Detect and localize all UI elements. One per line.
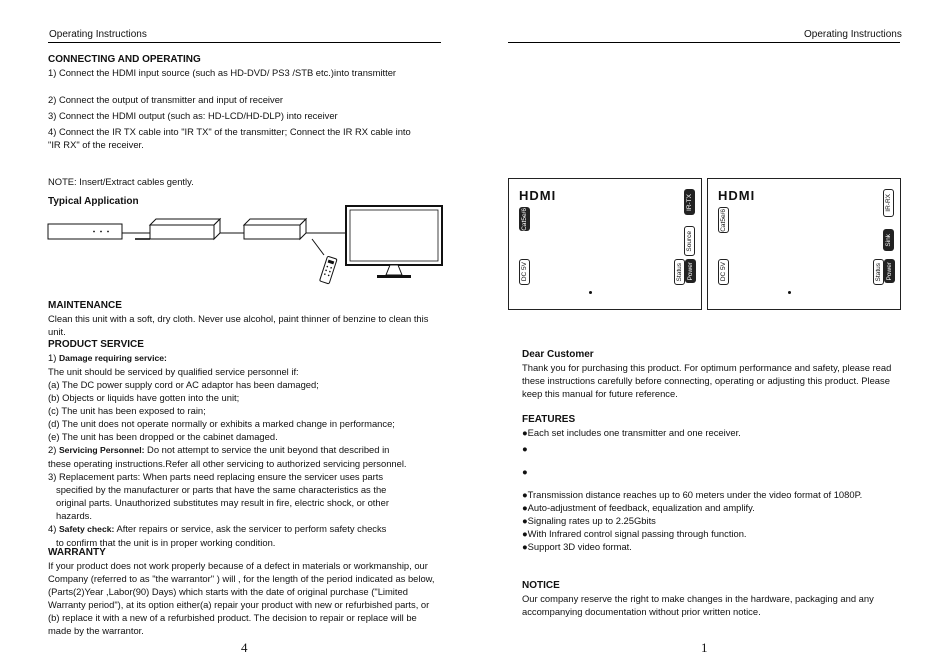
right-header: Operating Instructions: [804, 29, 902, 40]
dc-port-label: DC 5V: [519, 259, 530, 285]
service-item-2-title: Servicing Personnel:: [58, 445, 145, 455]
dear-customer-line: these instructions carefully before connecting, operating or adjusting this product. Please: [522, 375, 890, 386]
feature-item: ●Transmission distance reaches up to 60 meters under the video format of 1080P.: [522, 489, 863, 500]
notice-line: accompanying documentation without prior written notice.: [522, 606, 761, 617]
step-1: 1) Connect the HDMI input source (such as HD-DVD/ PS3 /STB etc.)into transmitter: [48, 67, 397, 78]
ir-tx-port-label: IR-TX: [684, 189, 695, 215]
service-item-4-cont: to confirm that the unit is in proper working condition.: [56, 537, 276, 548]
cat-port-label: Cat5e/6: [720, 208, 727, 232]
remote-control-icon: [320, 256, 338, 284]
feature-item: ●With Infrared control signal passing through function.: [522, 528, 747, 539]
service-line: (e) The unit has been dropped or the cabinet damaged.: [48, 431, 278, 442]
service-item-3-cont: hazards.: [56, 510, 92, 521]
features-heading: FEATURES: [522, 414, 576, 425]
connecting-steps: [48, 93, 448, 151]
features-section: [522, 413, 912, 478]
service-line: (c) The unit has been exposed to rain;: [48, 405, 206, 416]
note-text: NOTE: Insert/Extract cables gently.: [48, 176, 194, 187]
dear-customer-section: [522, 348, 912, 400]
hdmi-logo: [519, 189, 575, 201]
maintenance-line-1: Clean this unit with a soft, dry cloth. Never use alcohol, paint thinner of benzine to clean this: [48, 313, 429, 324]
maintenance-section: [48, 299, 448, 338]
warranty-line: made by the warrantor.: [48, 625, 144, 636]
hdmi-logo-text: HDMI: [718, 189, 756, 201]
service-item-3-cont: specified by the manufacturer or parts that have the same characteristics as the: [56, 484, 387, 495]
warranty-heading: WARRANTY: [48, 547, 106, 558]
step-4-cont: "IR RX" of the receiver.: [48, 139, 144, 150]
maintenance-line-2: unit.: [48, 326, 66, 337]
service-line: (d) The unit does not operate normally or exhibits a marked change in performance;: [48, 418, 395, 429]
warranty-line: If your product does not work properly because of a defect in materials or workmanship, our: [48, 560, 428, 571]
dear-customer-heading: Dear Customer: [522, 349, 594, 360]
service-item-2: [48, 443, 448, 457]
ir-cable-rx: [312, 239, 324, 255]
service-line: (b) Objects or liquids have gotten into the unit;: [48, 392, 240, 403]
feature-item: ●Signaling rates up to 2.25Gbits: [522, 515, 656, 526]
warranty-line: Company (referred to as "the warrantor" ) will , for the length of the period indicated as below,: [48, 573, 435, 584]
service-item-4-title: Safety check:: [58, 524, 115, 534]
feature-bullet-empty: ●: [522, 443, 528, 454]
service-item-2-cont: these operating instructions.Refer all other servicing to authorized servicing personnel.: [48, 458, 407, 469]
service-item-1-title: Damage requiring service:: [58, 353, 167, 363]
service-line: The unit should be serviced by qualified service personnel if:: [48, 366, 299, 377]
transmitter-panel: [508, 178, 702, 310]
service-item-2-num: 2): [48, 444, 59, 455]
note: [48, 175, 448, 188]
notice-section: [522, 579, 912, 618]
right-header-rule: [508, 42, 900, 43]
warranty-line: (Parts(2)Year ,Labor(90) Days) which starts with the date of original purchase ("Limited: [48, 586, 408, 597]
service-item-1: [48, 351, 448, 365]
typical-application-diagram: [44, 203, 444, 285]
service-item-3-cont: original parts. Unauthorized substitutes may result in fire, electric shock, or other: [56, 497, 389, 508]
notice-heading: NOTICE: [522, 580, 560, 591]
status-indicator: Status: [674, 259, 685, 285]
display-monitor: [346, 206, 442, 278]
ir-sensor-dot: [589, 291, 592, 294]
service-item-4-num: 4): [48, 523, 59, 534]
sink-indicator: Sink: [883, 229, 894, 251]
source-indicator: Source: [684, 226, 695, 256]
product-service-section: [48, 338, 448, 549]
connecting-heading: CONNECTING AND OPERATING: [48, 54, 201, 65]
product-service-heading: PRODUCT SERVICE: [48, 339, 144, 350]
ir-sensor-dot: [788, 291, 791, 294]
features-list: [522, 488, 912, 553]
cat-port-label: Cat5e/6: [521, 207, 528, 231]
ir-rx-port-label: IR-RX: [883, 189, 894, 217]
transmitter-unit: [150, 219, 220, 239]
feature-item: ●Support 3D video format.: [522, 541, 632, 552]
hdmi-logo: [718, 189, 774, 201]
dear-customer-line: Thank you for purchasing this product. For optimum performance and safety, please read: [522, 362, 892, 373]
dc-port-label: DC 5V: [718, 259, 729, 285]
service-line: (a) The DC power supply cord or AC adaptor has been damaged;: [48, 379, 319, 390]
notice-line: Our company reserve the right to make changes in the hardware, packaging and any: [522, 593, 874, 604]
status-indicator: Status: [873, 259, 884, 285]
step-2: 2) Connect the output of transmitter and input of receiver: [48, 94, 284, 105]
left-header-rule: [48, 42, 441, 43]
service-item-3: 3) Replacement parts: When parts need replacing ensure the servicer uses parts: [48, 471, 384, 482]
step-3: 3) Connect the HDMI output (such as: HD-LCD/HD-DLP) into receiver: [48, 110, 338, 121]
receiver-panel: [707, 178, 901, 310]
connecting-section: [48, 53, 448, 79]
feature-bullet-empty: ●: [522, 466, 528, 477]
dear-customer-line: keep this manual for future reference.: [522, 388, 678, 399]
warranty-section: [48, 546, 448, 637]
step-4: 4) Connect the IR TX cable into "IR TX" of the transmitter; Connect the IR RX cable into: [48, 126, 411, 137]
warranty-line: (b) replace it with a new of a refurbished product. The decision to repair or replace will be: [48, 612, 417, 623]
power-indicator: Power: [884, 259, 895, 283]
service-item-2-text: Do not attempt to service the unit beyond that described in: [144, 444, 390, 455]
source-player: [48, 224, 122, 239]
feature-item: ●Auto-adjustment of feedback, equalization and amplify.: [522, 502, 755, 513]
service-item-4-text: After repairs or service, ask the servicer to perform safety checks: [114, 523, 387, 534]
hdmi-logo-text: HDMI: [519, 189, 557, 201]
power-indicator: Power: [685, 259, 696, 283]
receiver-unit: [244, 219, 306, 239]
left-page-number: 4: [241, 640, 248, 655]
service-item-4: [48, 522, 448, 536]
right-page-number: 1: [701, 640, 708, 655]
warranty-line: Warranty period"), at its option either(a) repair your product with new or refurbished parts, or: [48, 599, 430, 610]
right-page: [475, 0, 950, 660]
left-header: Operating Instructions: [49, 29, 147, 40]
service-item-1-num: 1): [48, 352, 59, 363]
maintenance-heading: MAINTENANCE: [48, 300, 122, 311]
typical-application-heading: Typical Application: [48, 196, 139, 207]
feature-item: ●Each set includes one transmitter and one receiver.: [522, 427, 741, 438]
